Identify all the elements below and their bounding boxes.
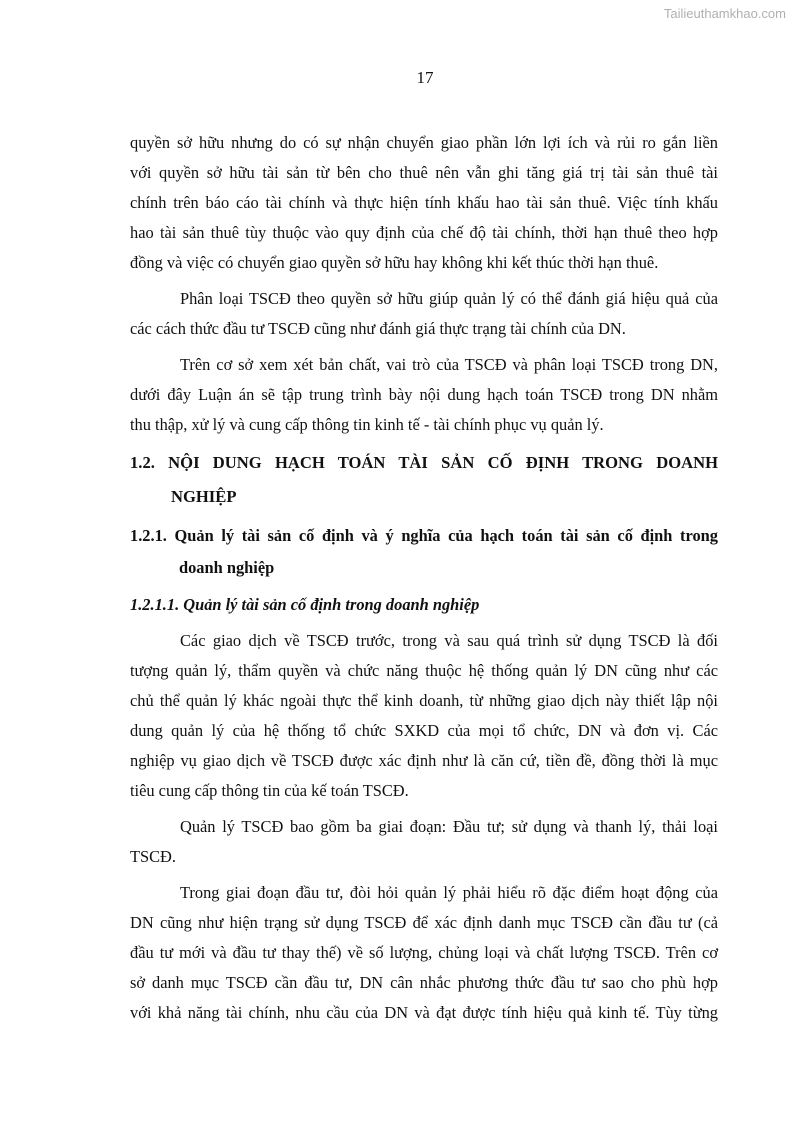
text-line: Trong giai đoạn đầu tư, đòi hỏi quản lý phải hiểu rõ đặc điểm hoạt động của: [180, 883, 718, 902]
paragraph: [130, 350, 718, 440]
text-line: quyền sở hữu nhưng do có sự nhận chuyển giao phần lớn lợi ích và rủi ro gắn liền: [130, 133, 718, 152]
text-line: đầu tư mới và đầu tư thay thế) về số lượng, chủng loại và chất lượng TSCĐ. Trên cơ: [130, 943, 718, 962]
text-line: sở danh mục TSCĐ cần đầu tư, DN cân nhắc phương thức đầu tư sao cho phù hợp: [130, 973, 718, 992]
text-line: hao tài sản thuê tùy thuộc vào quy định của chế độ tài chính, thời hạn thuê theo hợp: [130, 223, 718, 242]
text-line: chủ thể quản lý khác ngoài thực thể kinh doanh, từ những giao dịch này thiết lập nội: [130, 691, 718, 710]
text-line: Trên cơ sở xem xét bản chất, vai trò của TSCĐ và phân loại TSCĐ trong DN,: [180, 355, 718, 374]
paragraph: [130, 626, 718, 806]
text-line: Phân loại TSCĐ theo quyền sở hữu giúp quản lý có thể đánh giá hiệu quả của: [180, 289, 718, 308]
watermark: Tailieuthamkhao.com: [663, 6, 786, 21]
text-line: thu thập, xử lý và cung cấp thông tin kinh tế - tài chính phục vụ quản lý.: [130, 415, 604, 434]
text-line: DN cũng như hiện trạng sử dụng TSCĐ để xác định danh mục TSCĐ cần đầu tư (cả: [130, 913, 718, 932]
subsubsection-heading: [130, 590, 718, 620]
text-line: Quản lý TSCĐ bao gồm ba giai đoạn: Đầu tư; sử dụng và thanh lý, thải loại: [180, 817, 718, 836]
paragraph: [130, 284, 718, 344]
text-line: TSCĐ.: [130, 847, 176, 866]
text-line: với quyền sở hữu tài sản từ bên cho thuê nên vẫn ghi tăng giá trị tài sản thuê tài: [130, 163, 718, 182]
heading-line: 1.2.1.1. Quản lý tài sản cố định trong doanh nghiệp: [130, 595, 480, 614]
text-line: tượng quản lý, thẩm quyền và chức năng thuộc hệ thống quản lý DN cũng như các: [130, 661, 718, 680]
text-line: Các giao dịch về TSCĐ trước, trong và sau quá trình sử dụng TSCĐ là đối: [180, 631, 718, 650]
paragraph: [130, 812, 718, 872]
text-line: dung quản lý của hệ thống tổ chức SXKD của mọi tổ chức, DN và đơn vị. Các: [130, 721, 718, 740]
page-body: [130, 128, 718, 1034]
section-heading: [130, 446, 718, 514]
subsection-heading: [130, 520, 718, 584]
heading-line: NGHIỆP: [171, 487, 237, 506]
paragraph: [130, 128, 718, 278]
text-line: tiêu cung cấp thông tin của kế toán TSCĐ.: [130, 781, 409, 800]
text-line: dưới đây Luận án sẽ tập trung trình bày nội dung hạch toán TSCĐ trong DN nhằm: [130, 385, 718, 404]
heading-line: 1.2. NỘI DUNG HẠCH TOÁN TÀI SẢN CỐ ĐỊNH TRONG DOANH: [130, 453, 718, 472]
text-line: với khả năng tài chính, nhu cầu của DN và đạt được tính hiệu quả kinh tế. Tùy từng: [130, 1003, 718, 1022]
text-line: các cách thức đầu tư TSCĐ cũng như đánh giá thực trạng tài chính của DN.: [130, 319, 626, 338]
page-number: 17: [416, 68, 434, 87]
text-line: chính trên báo cáo tài chính và thực hiện tính khấu hao tài sản thuê. Việc tính khấu: [130, 193, 718, 212]
heading-line: 1.2.1. Quản lý tài sản cố định và ý nghĩa của hạch toán tài sản cố định trong: [130, 526, 718, 545]
heading-line: doanh nghiệp: [179, 558, 275, 577]
text-line: đồng và việc có chuyển giao quyền sở hữu hay không khi kết thúc thời hạn thuê.: [130, 253, 659, 272]
text-line: nghiệp vụ giao dịch về TSCĐ được xác định như là căn cứ, tiền đề, đồng thời là mục: [130, 751, 718, 770]
paragraph: [130, 878, 718, 1028]
